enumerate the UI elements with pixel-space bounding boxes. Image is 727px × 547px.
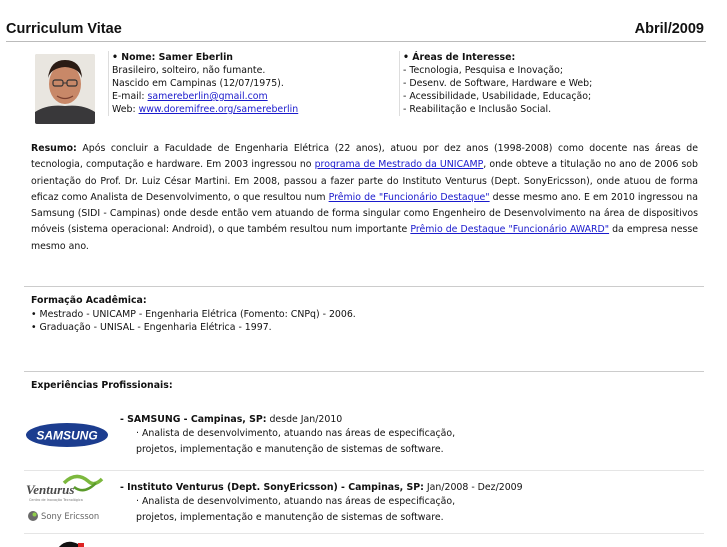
job-company: - Instituto Venturus (Dept. SonyEricsson) - Campinas, SP: [120,482,424,493]
venturus-logo-text: Venturus [26,482,75,497]
summary-label: Resumo: [31,143,77,154]
profile-section [23,51,703,131]
job-description: · Analista de desenvolvimento, atuando nas áreas de especificação, [136,496,456,507]
sony-ericsson-logo-text: Sony Ericsson [41,511,100,521]
divider [24,533,704,534]
interests-section [399,51,699,116]
job-company: - SAMSUNG - Campinas, SP: [120,414,267,425]
summary-paragraph [31,141,698,255]
summary-text: da empresa nesse mesmo ano. [31,224,699,252]
name-label: • Nome: Samer Eberlin [112,52,233,63]
samsung-logo-text: SAMSUNG [36,428,98,443]
nationality-text: Brasileiro, solteiro, não fumante. [112,65,266,76]
email-row [112,90,398,103]
email-link[interactable]: samereberlin@gmail.com [147,91,268,102]
page-title: Curriculum Vitae [6,21,122,37]
job-entry-samsung [24,413,704,467]
birth-text: Nascido em Campinas (12/07/1975). [112,78,284,89]
interest-item: - Tecnologia, Pesquisa e Inovação; [403,65,564,76]
divider [24,286,704,287]
cv-date: Abril/2009 [634,21,704,37]
web-label: Web: [112,104,139,115]
job-period: Jan/2008 - Dez/2009 [423,482,523,493]
next-logo-partial [52,539,86,547]
summary-text: Após concluir a Faculdade de Engenharia Elétrica (22 anos), atuou por dez anos (1998-2008) como docente nas áreas de tecnologia, computação e hardware. Em 2003 ingressou no [31,143,698,171]
divider [24,371,704,372]
venturus-logo [24,473,119,527]
job-period: desde Jan/2010 [266,414,343,425]
experience-title: Experiências Profissionais: [31,380,173,391]
masters-program-link[interactable]: programa de Mestrado da UNICAMP [314,159,484,171]
interest-item: - Acessibilidade, Usabilidade, Educação; [403,91,592,102]
interest-item: - Reabilitação e Inclusão Social. [403,104,552,115]
award-link[interactable]: Prêmio de "Funcionário Destaque" [328,191,490,203]
interests-title: • Áreas de Interesse: [403,52,516,63]
education-section [31,294,691,334]
job-description: projetos, implementação e manutenção de sistemas de software. [136,444,444,455]
education-item: • Graduação - UNISAL - Engenharia Elétrica - 1997. [31,322,272,333]
cv-header [6,20,706,42]
samsung-logo [24,421,110,453]
personal-info [108,51,398,116]
job-entry-venturus [24,481,704,531]
job-description: · Analista de desenvolvimento, atuando nas áreas de especificação, [136,428,456,439]
venturus-logo-subtext: Centro de Inovação Tecnológica [29,498,83,502]
profile-photo [35,54,95,124]
summary-text: desse mesmo ano. E em 2010 ingressou na Samsung (SIDI - Campinas) onde desde então vem atuando de forma singular como Engenheiro de Desenvolvimento na área de dispositivos móveis (sistema operacional: Android), o que também resultou num importante [31,191,698,236]
job-text [120,413,680,458]
job-description: projetos, implementação e manutenção de sistemas de software. [136,512,444,523]
summary-text: , onde obteve a titulação no ano de 2006 sob orientação do Prof. Dr. Luiz César Martini. Em 2008, passou a fazer parte do Instituto Venturus (Dept. SonyEricsson), onde atuou de forma eficaz como Analista de Desenvolvimento, o que resultou num [31,159,698,203]
web-row [112,103,398,116]
interest-item: - Desenv. de Software, Hardware e Web; [403,78,593,89]
samsung-award-link[interactable]: Prêmio de Destaque "Funcionário AWARD" [410,224,610,236]
divider [24,470,704,471]
education-title: Formação Acadêmica: [31,295,147,306]
job-text [120,481,680,526]
education-item: • Mestrado - UNICAMP - Engenharia Elétrica (Fomento: CNPq) - 2006. [31,309,356,320]
email-label: E-mail: [112,91,148,102]
experience-title-row [31,379,691,393]
web-link[interactable]: www.doremifree.org/samereberlin [138,104,299,115]
